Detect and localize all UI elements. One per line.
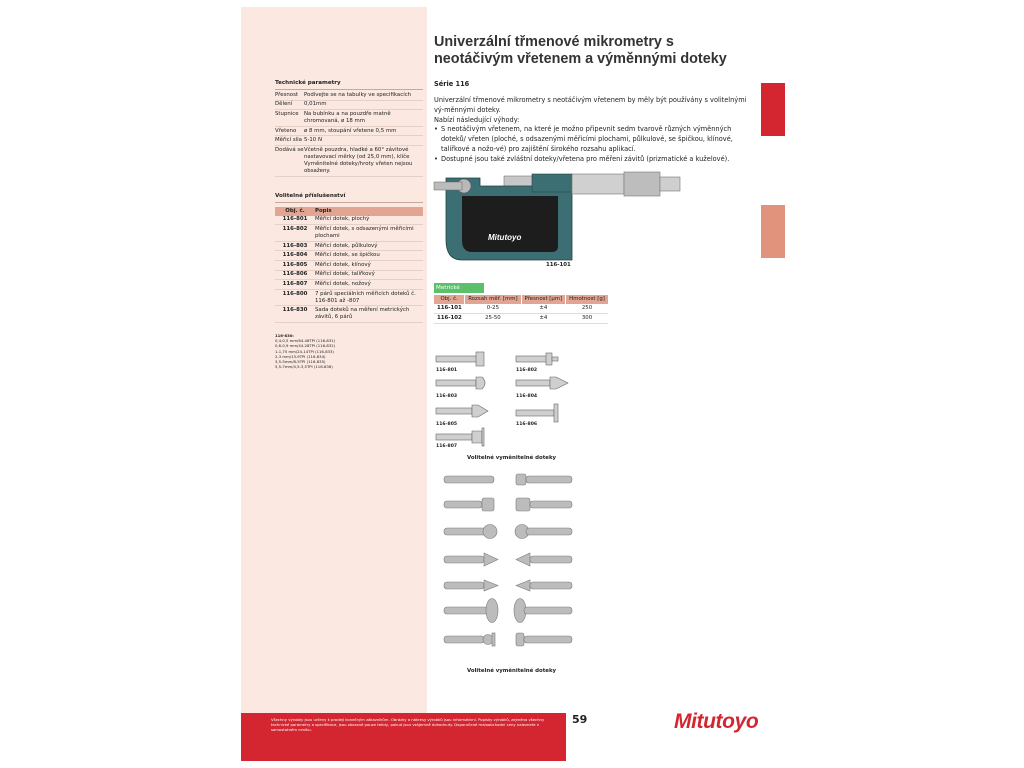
drawing-116-802 [516, 353, 558, 365]
metric-cell: ±4 [521, 304, 566, 314]
brand-logo: Mitutoyo [674, 710, 759, 733]
metric-cell: 116-101 [434, 304, 465, 314]
drawings-caption: Volitelné vyměnitelné doteky [467, 455, 557, 461]
spec-key: Dělení [275, 101, 293, 108]
spec-key: Dodává se [275, 146, 304, 153]
metric-cell: 300 [566, 314, 609, 324]
kit-line: 1-1,75 mm/24-14TPI (116-833) [275, 348, 334, 354]
footer-disclaimer: Všechny výrobky jsou určeny k prodeji konečným zákazníkům. Obrázky a nákresy výrobků jsou informativní. Popisky výrobků, zejména všechny technické parametry a specifikace, jsou závazné pouze tehdy, pokud jsou vzájemně dohodnuty. Doporučené maloobchodní ceny naleznete v samostatném ceníku. [271, 717, 545, 733]
accessory-desc: Měřicí dotek, půlkulový [315, 242, 378, 249]
accessory-code: 116-806 [282, 271, 308, 278]
tip-label: 116-807 [436, 444, 458, 449]
accessory-row [275, 271, 423, 281]
chapter-tab-red [761, 83, 785, 136]
accessory-desc: Měřicí dotek, talířkový [315, 271, 375, 278]
kit-line: 5,5-7mm/4,5-3,5TPI (116-836) [275, 364, 333, 370]
advantage-item: • S neotáčivým vřetenem, na které je možno připevnit sedm tvarově různých výměnných doteků/ vřeten (ploché, s odsazenými měřicími plochami, půlkulové, se špičkou, klínové, talířkové a nožo-vé) pro zajištění širokého rozsahu aplikací. [434, 125, 752, 154]
tip-label: 116-803 [436, 394, 458, 399]
page-number: 59 [572, 713, 588, 726]
accessory-desc: Měřicí dotek, nožový [315, 280, 371, 287]
chapter-tab-salmon [761, 205, 785, 258]
accessory-code: 116-800 [282, 290, 308, 297]
accessory-code: 116-804 [282, 252, 308, 259]
ratchet [660, 177, 680, 191]
accessories-col-code: Obj. č. [285, 207, 305, 214]
spec-value: Včetně pouzdra, hladké a 60° závitové nastavovací měrky (od 25,0 mm), klíče Vyměnitelné doteky/hroty vřeten nejsou obsaženy. [304, 146, 413, 174]
barrel-lock [532, 174, 572, 192]
spec-row [275, 91, 423, 101]
drawing-116-801 [436, 352, 484, 366]
specs-heading: Technické parametry [275, 80, 423, 90]
micrometer-illustration [432, 168, 682, 273]
spec-row [275, 136, 423, 146]
tip-label: 116-802 [516, 368, 538, 373]
accessory-desc: Měřicí dotek, s odsazenými měřicími plochami [315, 225, 414, 239]
metric-cell: 116-102 [434, 314, 465, 324]
metric-cell: 0-25 [465, 304, 521, 314]
thimble [624, 172, 660, 196]
photo-pair-blade [444, 633, 572, 646]
photo-pair-offset [444, 498, 572, 511]
metric-row [434, 314, 608, 324]
accessory-code: 116-803 [282, 242, 308, 249]
advantage-item: • Dostupné jsou také zvláštní doteky/vřetena pro měření závitů (prizmatické a kuželové). [434, 155, 752, 165]
spec-key: Vřeteno [275, 127, 297, 134]
kit-title: 116-830: [275, 332, 294, 338]
accessories-header [275, 207, 423, 216]
metric-header-cell: Obj. č. [434, 295, 465, 304]
advantages-list [434, 125, 752, 164]
spec-row [275, 146, 423, 177]
accessory-row [275, 242, 423, 252]
intro-text [434, 96, 752, 165]
kit-line: 0,4-0,5 mm/64-48TPI (116-831) [275, 338, 336, 344]
metric-table-header [434, 295, 608, 304]
specs-table [275, 91, 423, 177]
spec-value: Podívejte se na tabulky ve specifikacích [304, 91, 412, 98]
accessory-code: 116-830 [282, 307, 308, 314]
spec-row [275, 110, 423, 127]
anvil-stem [434, 182, 462, 190]
intro-paragraph: Univerzální třmenové mikrometry s neotáčivým vřetenem by měly být používány s volitelnými vý-měnnými doteky. [434, 96, 747, 114]
drawing-116-805 [436, 405, 488, 417]
tip-label: 116-801 [436, 368, 458, 373]
spec-key: Měřicí síla [275, 137, 302, 144]
metric-row [434, 304, 608, 314]
tip-label: 116-806 [516, 422, 538, 427]
metric-table-body [434, 304, 608, 324]
photo-caption: Volitelné vyměnitelné doteky [467, 668, 557, 674]
photo-pair-point [444, 553, 572, 566]
spec-key: Stupnice [275, 110, 299, 117]
metric-header-cell: Hmotnost [g] [566, 295, 609, 304]
photo-pair-wedge [444, 580, 572, 591]
kit-lines [275, 338, 423, 369]
accessory-row [275, 216, 423, 226]
drawing-116-804 [516, 377, 568, 389]
accessories-col-desc: Popis [315, 207, 332, 214]
micrometer-brand: Mitutoyo [488, 233, 522, 242]
accessory-row [275, 225, 423, 242]
accessory-code: 116-802 [282, 225, 308, 232]
accessory-row [275, 306, 423, 323]
metric-cell: 25-50 [465, 314, 521, 324]
micrometer-caption: 116-101 [546, 262, 571, 268]
metric-header-cell: Přesnost [µm] [521, 295, 566, 304]
frame-plate [462, 196, 558, 252]
kit-list [275, 333, 423, 369]
kit-line: 0,6-0,9 mm/44-28TPI (116-832) [275, 343, 336, 349]
drawing-116-803 [436, 377, 485, 389]
accessory-row [275, 251, 423, 261]
metric-table [434, 295, 609, 324]
spec-value: ø 8 mm, stoupání vřetene 0,5 mm [304, 127, 397, 134]
accessory-code: 116-807 [282, 280, 308, 287]
sidebar-content [275, 80, 423, 369]
metric-badge: Metrické [434, 283, 484, 293]
tip-label: 116-804 [516, 394, 538, 399]
accessory-code: 116-801 [282, 216, 308, 223]
tips-drawings [432, 342, 592, 457]
accessory-row [275, 261, 423, 271]
accessory-desc: Sada doteků na měření metrických závitů, 6 párů [315, 307, 410, 321]
spec-value: Na bubínku a na pouzdře matně chromovaná, ø 18 mm [304, 110, 391, 124]
spec-value: 0,01mm [304, 101, 327, 108]
accessory-code: 116-805 [282, 261, 308, 268]
accessory-row [275, 290, 423, 307]
sidebar [241, 7, 427, 713]
metric-header-cell: Rozsah měř. [mm] [465, 295, 521, 304]
drawing-116-806 [516, 404, 558, 422]
tip-label: 116-805 [436, 422, 458, 427]
page-title: Univerzální třmenové mikrometry s neotáčivým vřetenem a výměnnými doteky [434, 34, 727, 67]
accessory-row [275, 280, 423, 290]
series-label: Série 116 [434, 80, 470, 88]
accessory-desc: Měřicí dotek, plochý [315, 216, 370, 223]
kit-line: 2-3 mm/13-9TPI (116-834) [275, 353, 326, 359]
accessory-desc: Měřicí dotek, klínový [315, 261, 371, 268]
kit-line: 3,5-5mm/8-5TPI (116-835) [275, 358, 326, 364]
spec-row [275, 101, 423, 111]
spec-value: 5-10 N [304, 137, 322, 144]
metric-cell: 250 [566, 304, 609, 314]
accessories-heading: Volitelné příslušenství [275, 193, 423, 203]
tips-photo [440, 470, 580, 655]
advantages-label: Nabízí následující výhody: [434, 115, 520, 124]
accessories-table [275, 216, 423, 323]
accessory-desc: Měřicí dotek, se špičkou [315, 252, 380, 259]
metric-cell: ±4 [521, 314, 566, 324]
photo-pair-flat [444, 474, 572, 485]
photo-pair-disc [444, 599, 572, 623]
spec-row [275, 127, 423, 137]
sleeve [572, 174, 624, 194]
spec-key: Přesnost [275, 91, 299, 98]
accessory-desc: 7 párů speciálních měřicích doteků č. 116-801 až -807 [315, 290, 416, 304]
photo-pair-halfball [444, 525, 572, 539]
footer-band [241, 713, 566, 761]
